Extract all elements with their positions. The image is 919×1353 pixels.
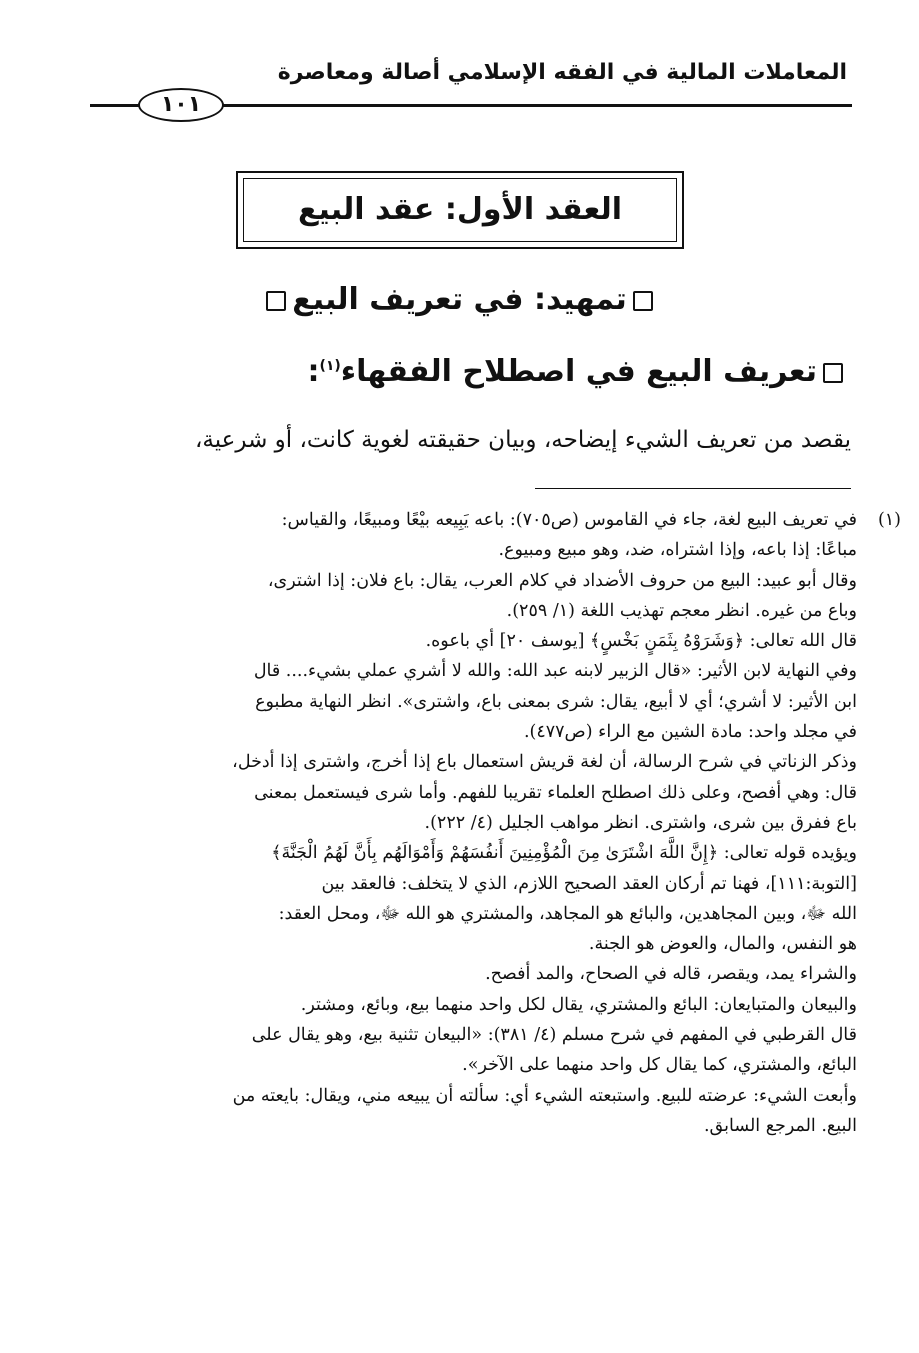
footnote-line: وفي النهاية لابن الأثير: «قال الزبير لابنه عبد الله: والله لا أشري عملي بشيء.... قال: [253, 661, 857, 682]
footnote-line: وقال أبو عبيد: البيع من حروف الأضداد في كلام العرب، يقال: باع فلان: إذا اشترى،: [267, 570, 857, 591]
footnote-line: الله ﷻ، وبين المجاهدين، والبائع هو المجاهد، والمشتري هو الله ﷻ، ومحل العقد:: [278, 903, 857, 924]
subsection-heading: [89, 352, 849, 392]
footnote-line: مباعًا: إذا باعه، وإذا اشتراه، ضد، وهو مبيع ومبيوع.: [498, 540, 857, 561]
footnote-line: هو النفس، والمال، والعوض هو الجنة.: [588, 934, 857, 955]
square-bullet-icon: [633, 291, 653, 311]
square-bullet-icon: [266, 291, 286, 311]
page-number: ١٠١: [138, 88, 224, 122]
footnote-line: وباع من غيره. انظر معجم تهذيب اللغة (١/ ٢٥٩).: [506, 600, 857, 621]
footnote-block: [51, 505, 901, 1141]
footnote-number: (١): [877, 510, 901, 530]
subsection-heading-text: تعريف البيع في اصطلاح الفقهاء: [340, 354, 817, 389]
footnote-line: البائع، والمشتري، كما يقال كل واحد منهما على الآخر».: [462, 1055, 857, 1076]
footnote-reference: (١): [319, 358, 341, 374]
chapter-title-box: [236, 171, 684, 249]
footnote-line: والبيعان والمتبايعان: البائع والمشتري، يقال لكل واحد منهما بيع، وبائع، ومشتر.: [300, 994, 857, 1015]
footnote-line: قال: وهي أفصح، وعلى ذلك اصطلح العلماء تقريبا للفهم. وأما شرى فيستعمل بمعنى: [254, 782, 857, 803]
footnote-line: في مجلد واحد: مادة الشين مع الراء (ص٤٧٧).: [523, 722, 857, 743]
footnote-line: وأبعت الشيء: عرضته للبيع. واستبعته الشيء أي: سألته أن يبيعه مني، ويقال: بايعته من: [232, 1085, 857, 1106]
footnote-line: قال الله تعالى: ﴿وَشَرَوْهُ بِثَمَنٍ بَخْسٍ﴾ [يوسف ٢٠] أي باعوه.: [425, 631, 857, 652]
square-bullet-icon: [823, 363, 843, 383]
footnote-line: [التوبة:١١١]، فهنا تم أركان العقد الصحيح اللازم، الذي لا يتخلف: فالعقد بين: [321, 873, 857, 894]
footnote-line: ويؤيده قوله تعالى: ﴿إِنَّ اللَّهَ اشْتَرَىٰ مِنَ الْمُؤْمِنِينَ أَنفُسَهُمْ وَأَمْوَالَهُم بِأَنَّ لَهُمُ الْجَنَّةَ﴾: [271, 843, 857, 864]
section-heading-text: تمهيد: في تعريف البيع: [292, 282, 627, 317]
running-header-title: المعاملات المالية في الفقه الإسلامي أصالة ومعاصرة: [277, 60, 847, 85]
body-paragraph: يقصد من تعريف الشيء إيضاحه، وبيان حقيقته لغوية كانت، أو شرعية،: [194, 427, 851, 453]
footnote-line: ابن الأثير: لا أشري؛ أي لا أبيع، يقال: شرى بمعنى باع، واشترى». انظر النهاية مطبوع: [255, 691, 857, 712]
subsection-colon: :: [307, 354, 320, 389]
footnote-line: باع ففرق بين شرى، واشترى. انظر مواهب الجليل (٤/ ٢٢٢).: [424, 812, 857, 833]
footnote-separator: [535, 488, 851, 489]
footnote-line: وذكر الزناتي في شرح الرسالة، أن لغة قريش استعمال باع إذا أخرج، واشترى إذا أدخل،: [232, 752, 857, 773]
section-heading: [100, 280, 819, 320]
chapter-title: العقد الأول: عقد البيع: [298, 192, 622, 227]
footnote-line: والشراء يمد، ويقصر، قاله في الصحاح، والمد أفصح.: [485, 964, 857, 985]
footnote-line: البيع. المرجع السابق.: [703, 1115, 857, 1136]
footnote-line: في تعريف البيع لغة، جاء في القاموس (ص٧٠٥): باعه يَبِيعه بيْعًا ومبيعًا، والقياس:: [281, 510, 857, 530]
chapter-title-inner-frame: [243, 178, 677, 242]
footnote-line: قال القرطبي في المفهم في شرح مسلم (٤/ ٣٨١): «البيعان تثنية بيع، وهو يقال على: [251, 1025, 857, 1046]
